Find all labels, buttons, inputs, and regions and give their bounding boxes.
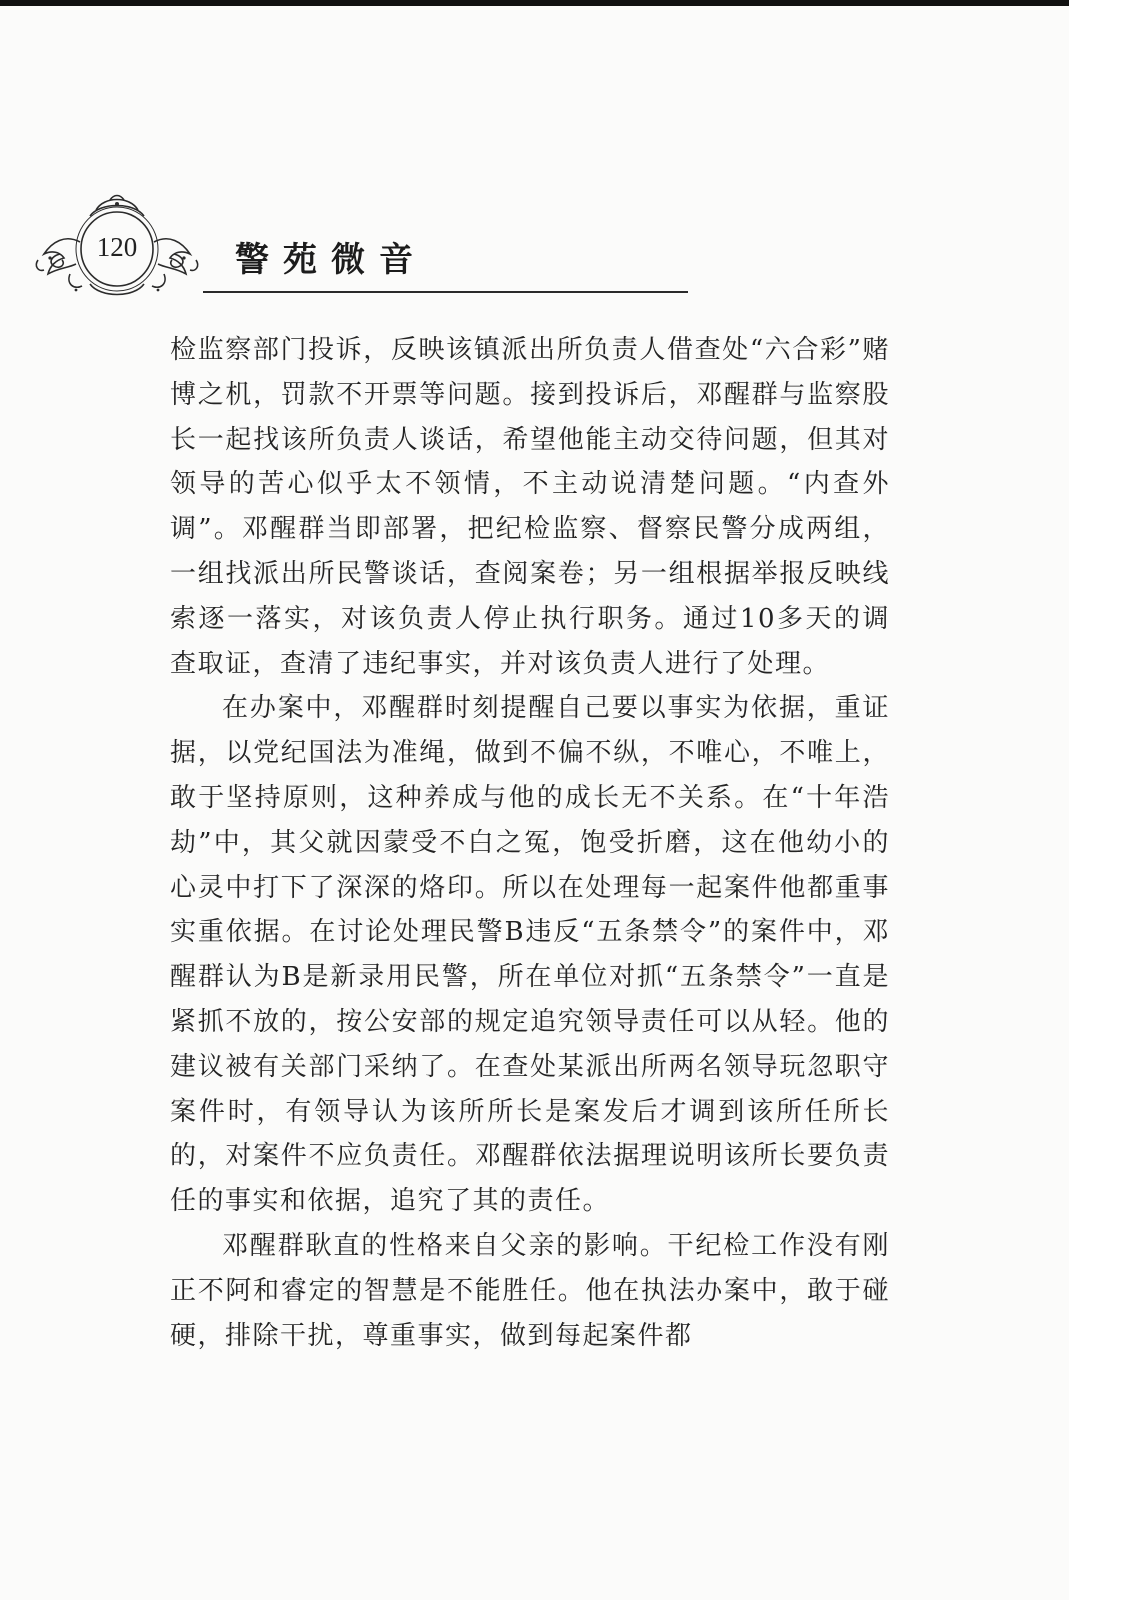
header-rule — [203, 291, 688, 293]
scan-border-right — [1069, 0, 1131, 1600]
paragraph-1: 检监察部门投诉，反映该镇派出所负责人借查处“六合彩”赌博之机，罚款不开票等问题。接到投诉后，邓醒群与监察股长一起找该所负责人谈话，希望他能主动交待问题，但其对领导的苦心似乎太不领情，不主动说清楚问题。“内查外调”。邓醒群当即部署，把纪检监察、督察民警分成两组，一组找派出所民警谈话，查阅案卷；另一组根据举报反映线索逐一落实，对该负责人停止执行职务。通过10多天的调查取证，查清了违纪事实，并对该负责人进行了处理。 — [170, 335, 890, 679]
running-head-title: 警苑微音 — [235, 240, 427, 280]
book-page — [0, 6, 1069, 1600]
page-header — [30, 194, 670, 304]
paragraph-2: 在办案中，邓醒群时刻提醒自己要以事实为依据，重证据，以党纪国法为准绳，做到不偏不纵，不唯心，不唯上，敢于坚持原则，这种养成与他的成长无不关系。在“十年浩劫”中，其父就因蒙受不白之冤，饱受折磨，这在他幼小的心灵中打下了深深的烙印。所以在处理每一起案件他都重事实重依据。在讨论处理民警B违反“五条禁令”的案件中，邓醒群认为B是新录用民警，所在单位对抓“五条禁令”一直是紧抓不放的，按公安部的规定追究领导责任可以从轻。他的建议被有关部门采纳了。在查处某派出所两名领导玩忽职守案件时，有领导认为该所所长是案发后才调到该所任所长的，对案件不应负责任。邓醒群依法据理说明该所长要负责任的事实和依据，追究了其的责任。 — [170, 693, 890, 1217]
body-text — [170, 328, 890, 1358]
paragraph-3: 邓醒群耿直的性格来自父亲的影响。干纪检工作没有刚正不阿和睿定的智慧是不能胜任。他在执法办案中，敢于碰硬，排除干扰，尊重事实，做到每起案件都 — [170, 1230, 890, 1351]
page-number: 120 — [96, 232, 138, 262]
